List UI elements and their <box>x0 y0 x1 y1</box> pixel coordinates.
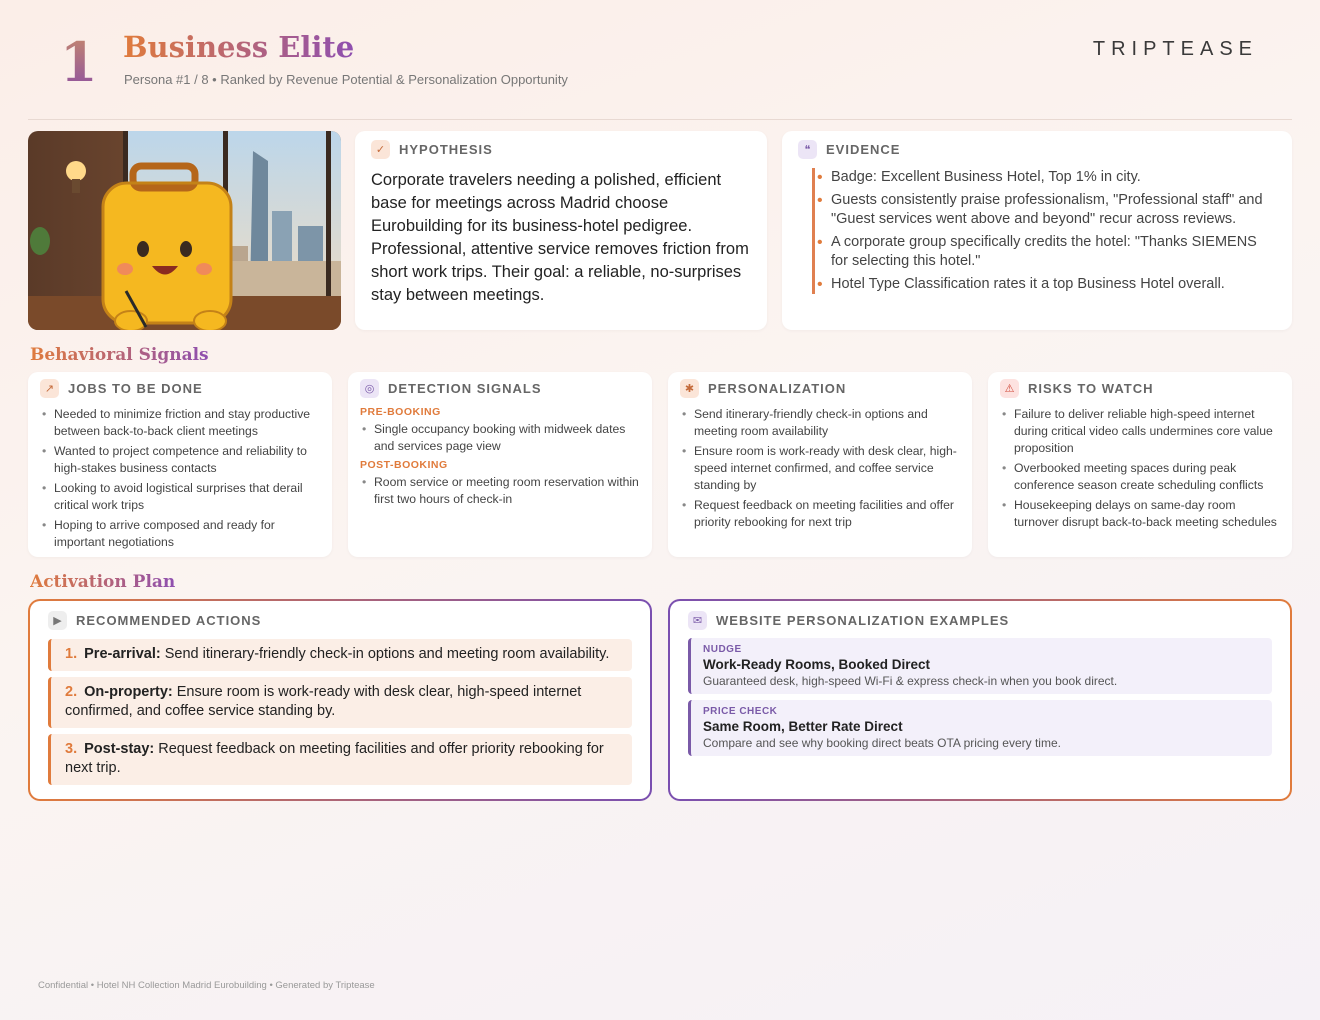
jobs-title: JOBS TO BE DONE <box>68 381 203 396</box>
actions-title: RECOMMENDED ACTIONS <box>76 613 262 628</box>
risks-title: RISKS TO WATCH <box>1028 381 1154 396</box>
brand-logo: TRIPTEASE <box>1092 38 1258 60</box>
risks-list <box>1000 406 1280 531</box>
action-item: 2. On-property: Ensure room is work-ready with desk clear, high-speed internet confirmed, and coffee service standing by. <box>48 677 632 728</box>
evidence-item: • Guests consistently praise professionalism, "Professional staff" and "Guest services went above and beyond" recur across reviews. <box>831 191 1276 230</box>
page-header <box>0 0 1320 120</box>
target-icon: ◎ <box>360 379 379 398</box>
hypothesis-card <box>355 131 767 330</box>
trend-arrow-icon: ↗ <box>40 379 59 398</box>
sparkle-icon: ✱ <box>680 379 699 398</box>
behavioral-signals-heading: Behavioral Signals <box>30 345 209 365</box>
evidence-item: • A corporate group specifically credits the hotel: "Thanks SIEMENS for selecting this hotel." <box>831 233 1276 272</box>
suitcase-mascot-illustration <box>28 131 341 330</box>
example-description: Guaranteed desk, high-speed Wi-Fi & express check-in when you book direct. <box>703 674 1118 688</box>
persona-title: Business Elite <box>123 30 355 64</box>
play-icon: ▶ <box>48 611 67 630</box>
persona-rank: 1 <box>60 30 98 94</box>
jobs-card <box>28 372 332 557</box>
risk-item: • Housekeeping delays on same-day room turnover disrupt back-to-back meeting schedules <box>1000 497 1280 531</box>
website-example <box>688 638 1272 694</box>
example-tag: PRICE CHECK <box>703 706 778 717</box>
detection-card <box>348 372 652 557</box>
example-title: Work-Ready Rooms, Booked Direct <box>703 657 931 672</box>
jobs-item: • Needed to minimize friction and stay productive between back-to-back client meetings <box>40 406 320 440</box>
evidence-item: • Hotel Type Classification rates it a top Business Hotel overall. <box>831 275 1276 295</box>
jobs-list <box>40 406 320 551</box>
detection-item: • Single occupancy booking with midweek dates and services page view <box>360 421 640 455</box>
risks-card <box>988 372 1292 557</box>
evidence-title: EVIDENCE <box>826 142 901 157</box>
personalization-item: • Request feedback on meeting facilities and offer priority rebooking for next trip <box>680 497 960 531</box>
risk-item: • Failure to deliver reliable high-speed internet during critical video calls undermines core value proposition <box>1000 406 1280 457</box>
detection-item: • Room service or meeting room reservation within first two hours of check-in <box>360 474 640 508</box>
evidence-card <box>782 131 1292 330</box>
jobs-item: • Wanted to project competence and reliability to high-stakes business contacts <box>40 443 320 477</box>
post-booking-label: POST-BOOKING <box>360 459 448 471</box>
website-personalization-card <box>668 599 1292 801</box>
envelope-icon: ✉ <box>688 611 707 630</box>
detection-title: DETECTION SIGNALS <box>388 381 542 396</box>
warning-icon: ⚠ <box>1000 379 1019 398</box>
evidence-list <box>812 168 1276 294</box>
example-title: Same Room, Better Rate Direct <box>703 719 903 734</box>
quote-icon: ❝ <box>798 140 817 159</box>
activation-plan-heading: Activation Plan <box>30 572 176 592</box>
persona-illustration <box>28 131 341 330</box>
page-footer: Confidential • Hotel NH Collection Madrid Eurobuilding • Generated by Triptease <box>38 980 375 991</box>
website-example <box>688 700 1272 756</box>
hypothesis-title: HYPOTHESIS <box>399 142 493 157</box>
pre-booking-list <box>360 421 640 455</box>
pre-booking-label: PRE-BOOKING <box>360 406 441 418</box>
jobs-item: • Hoping to arrive composed and ready for important negotiations <box>40 517 320 551</box>
checkmark-icon: ✓ <box>371 140 390 159</box>
header-divider <box>28 119 1292 120</box>
evidence-item: • Badge: Excellent Business Hotel, Top 1% in city. <box>831 168 1276 188</box>
personalization-item: • Ensure room is work-ready with desk clear, high-speed internet confirmed, and coffee service standing by <box>680 443 960 494</box>
persona-subtitle: Persona #1 / 8 • Ranked by Revenue Potential & Personalization Opportunity <box>124 72 568 87</box>
personalization-list <box>680 406 960 531</box>
hypothesis-text: Corporate travelers needing a polished, efficient base for meetings across Madrid choose Eurobuilding for its business-hotel pedigree. Professional, attentive service removes friction from short work trips. Their goal: a reliable, no-surprises stay between meetings. <box>371 171 749 304</box>
personalization-item: • Send itinerary-friendly check-in options and meeting room availability <box>680 406 960 440</box>
risk-item: • Overbooked meeting spaces during peak conference season create scheduling conflicts <box>1000 460 1280 494</box>
website-title: WEBSITE PERSONALIZATION EXAMPLES <box>716 613 1010 628</box>
example-description: Compare and see why booking direct beats OTA pricing every time. <box>703 736 1061 750</box>
recommended-actions-card <box>28 599 652 801</box>
jobs-item: • Looking to avoid logistical surprises that derail critical work trips <box>40 480 320 514</box>
example-tag: NUDGE <box>703 644 742 655</box>
action-item: 1. Pre-arrival: Send itinerary-friendly check-in options and meeting room availability. <box>48 639 632 671</box>
personalization-card <box>668 372 972 557</box>
personalization-title: PERSONALIZATION <box>708 381 847 396</box>
post-booking-list <box>360 474 640 508</box>
action-item: 3. Post-stay: Request feedback on meeting facilities and offer priority rebooking for next trip. <box>48 734 632 785</box>
